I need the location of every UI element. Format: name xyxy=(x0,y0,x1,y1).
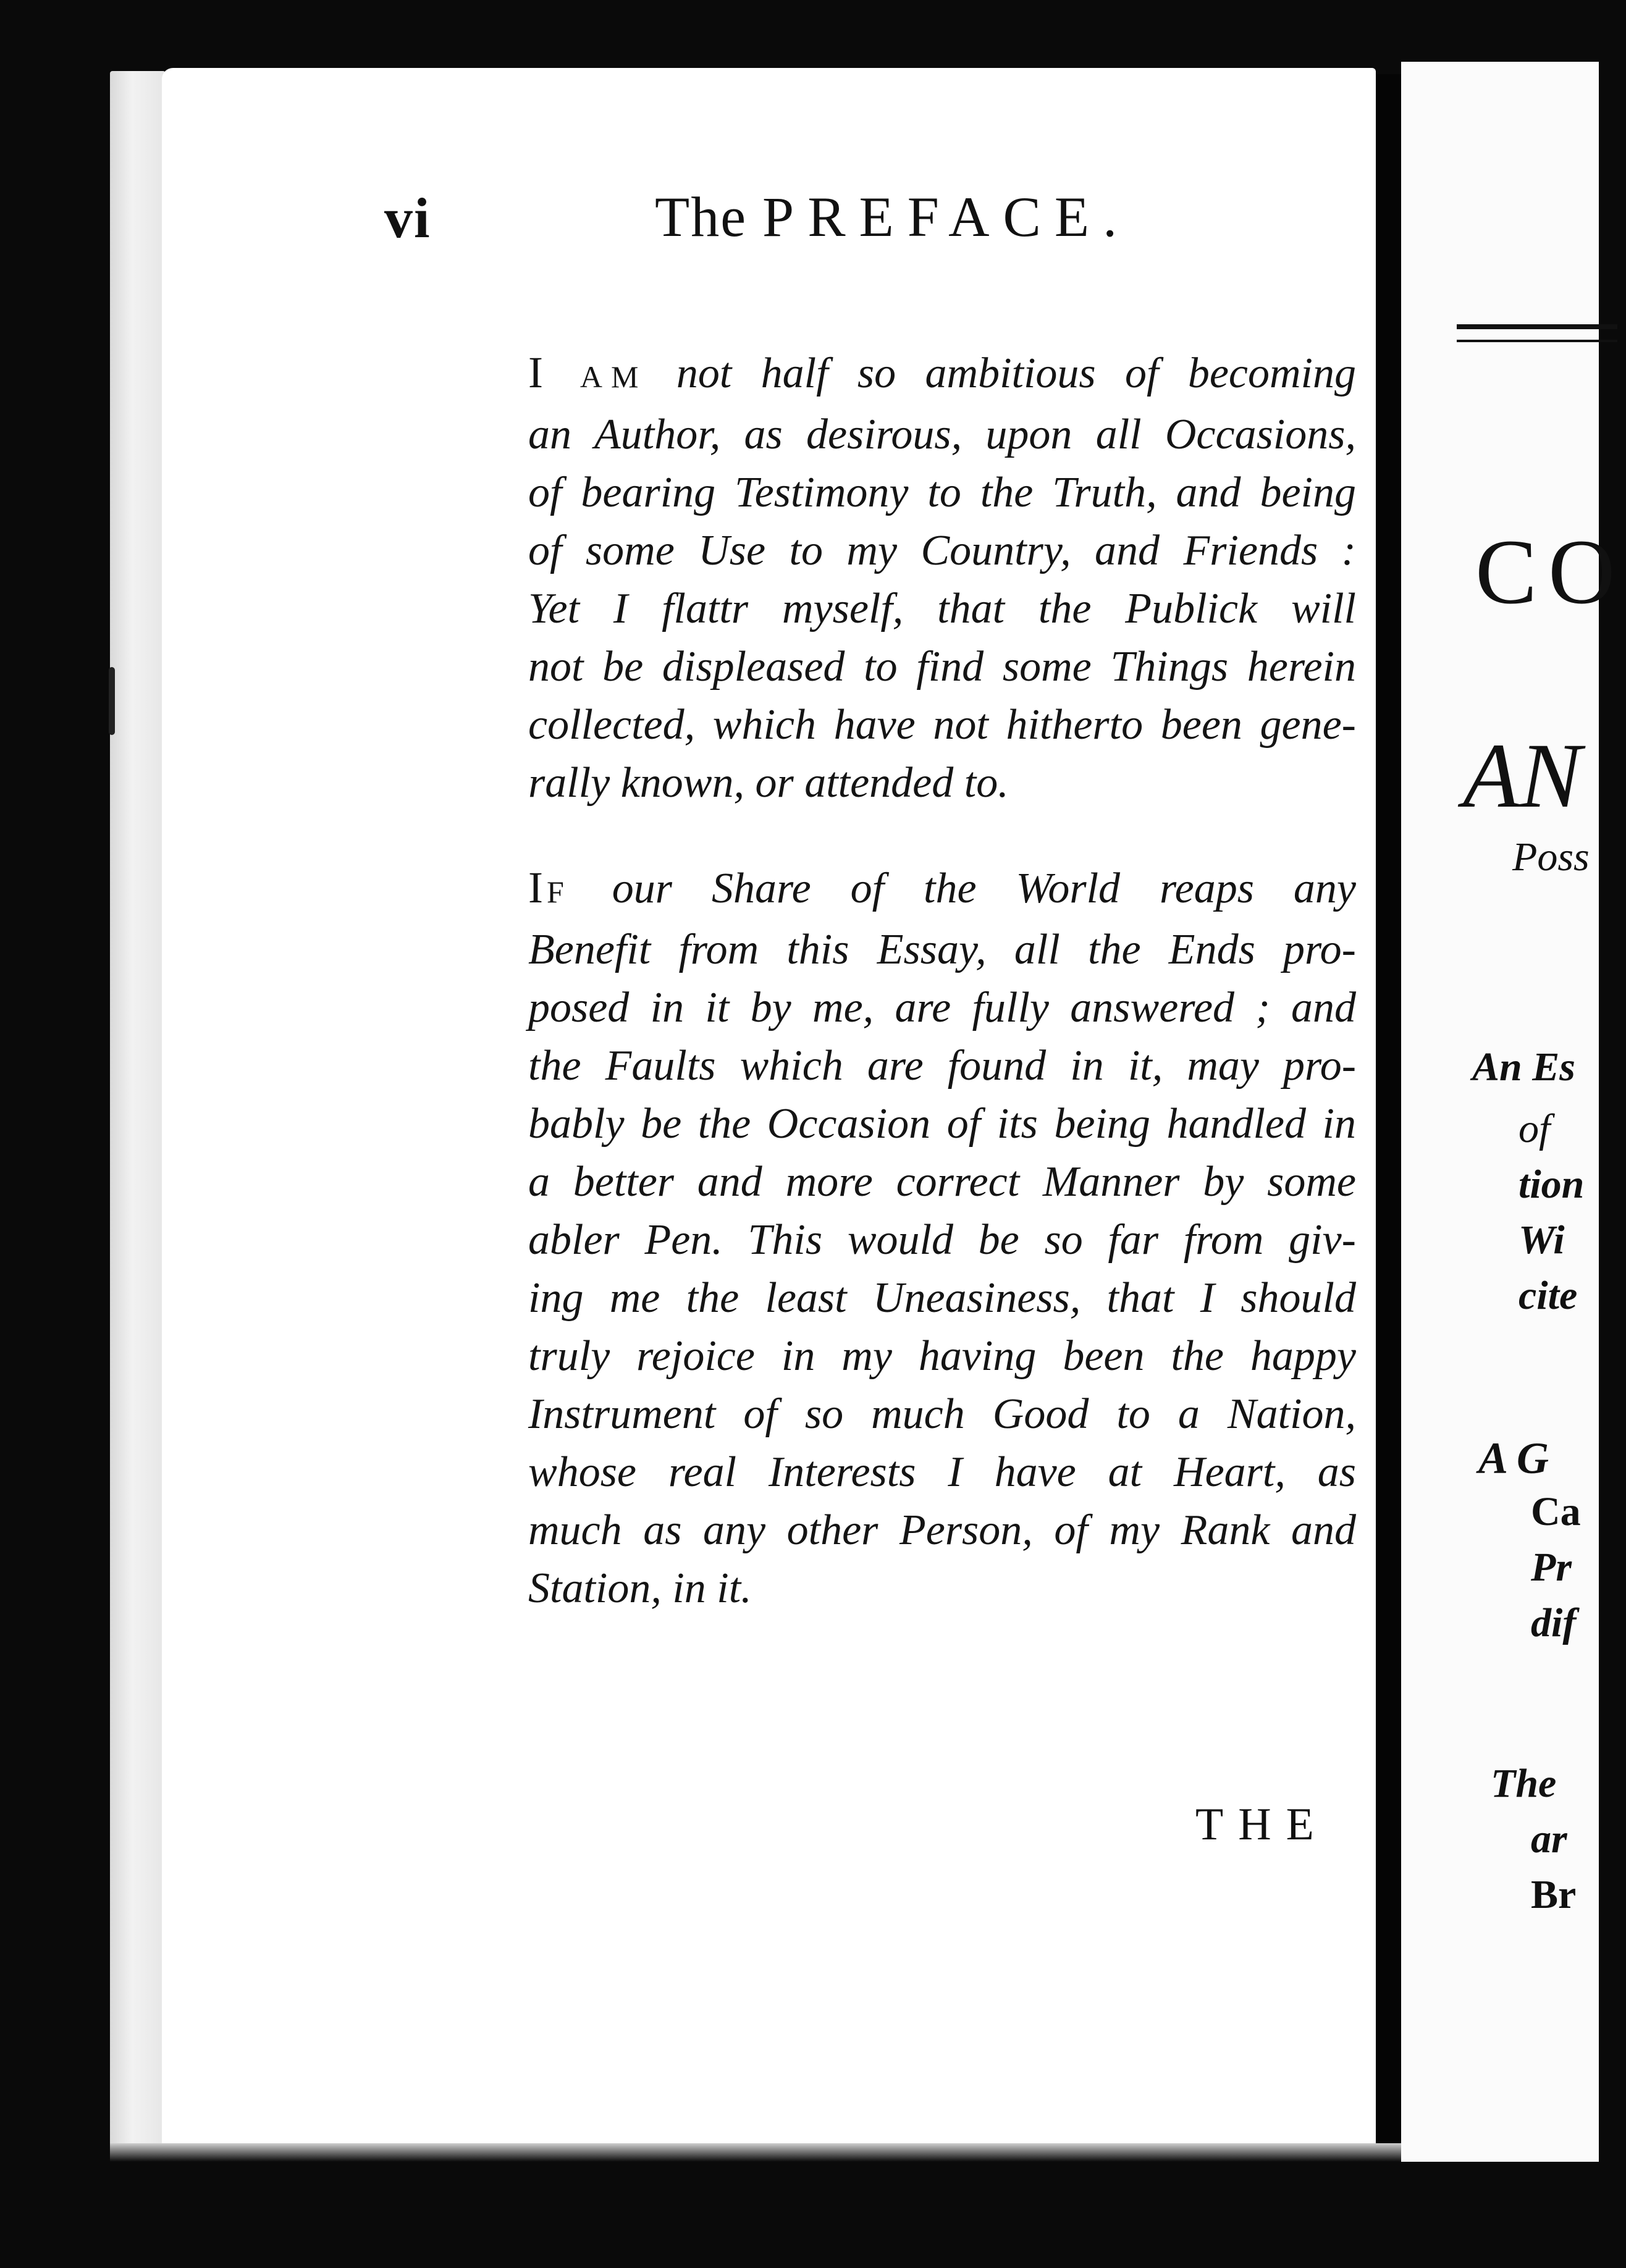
paragraph-line: bably be the Occasion of its being handled in xyxy=(528,1100,1356,1148)
facing-fragment: CO xyxy=(1475,521,1626,623)
facing-fragment: Wi xyxy=(1519,1217,1565,1262)
lead-letter: I xyxy=(528,863,547,912)
ink-smudge xyxy=(109,667,115,735)
page-edge xyxy=(110,71,166,2152)
drop-word xyxy=(528,863,573,912)
paragraph-line: of some Use to my Country, and Friends : xyxy=(528,527,1356,574)
line-text: not half so ambitious of becoming xyxy=(676,350,1356,397)
facing-fragment: cite xyxy=(1519,1273,1578,1318)
paragraph-line xyxy=(528,859,1356,921)
paragraph-line: truly rejoice in my having been the happy xyxy=(528,1332,1356,1380)
lead-smallcaps: F xyxy=(546,875,573,909)
line-text: our Share of the World reaps any xyxy=(612,865,1356,912)
paragraph-1 xyxy=(528,343,1356,812)
running-head-title: PREFACE. xyxy=(762,185,1131,248)
facing-fragment: An Es xyxy=(1472,1044,1575,1090)
facing-fragment: The xyxy=(1491,1761,1557,1806)
running-head xyxy=(655,184,1131,250)
paragraph-line: much as any other Person, of my Rank and xyxy=(528,1506,1356,1554)
book-gutter xyxy=(1376,74,1401,2162)
facing-fragment: tion xyxy=(1519,1162,1585,1207)
facing-fragment: Ca xyxy=(1531,1489,1581,1534)
paragraph-line: ing me the least Uneasiness, that I should xyxy=(528,1274,1356,1322)
paragraph-line: rally known, or attended to. xyxy=(528,759,1009,807)
paragraph-line: Station, in it. xyxy=(528,1564,752,1612)
running-head-prefix: The xyxy=(655,185,748,248)
double-rule-bottom xyxy=(1457,340,1617,342)
lead-smallcaps: AM xyxy=(579,359,647,394)
page-number: vi xyxy=(384,187,431,250)
paragraph-line xyxy=(528,343,1356,406)
facing-fragment: dif xyxy=(1531,1600,1577,1645)
paragraph-2 xyxy=(528,859,1356,1618)
paragraph-line: not be displeased to find some Things herein xyxy=(528,643,1356,691)
facing-fragment: A G xyxy=(1478,1434,1549,1483)
catchword: THE xyxy=(1195,1799,1329,1850)
facing-fragment: Pr xyxy=(1531,1545,1572,1590)
facing-fragment: AN xyxy=(1463,724,1582,827)
facing-fragment: Br xyxy=(1531,1872,1577,1917)
paragraph-line: the Faults which are found in it, may pro- xyxy=(528,1042,1356,1090)
paragraph-line: Instrument of so much Good to a Nation, xyxy=(528,1390,1356,1438)
lead-letter: I xyxy=(528,348,547,397)
paragraph-line: a better and more correct Manner by some xyxy=(528,1158,1356,1206)
paragraph-line: an Author, as desirous, upon all Occasions, xyxy=(528,411,1356,458)
drop-word xyxy=(528,348,647,397)
paragraph-line: of bearing Testimony to the Truth, and being xyxy=(528,469,1356,516)
paragraph-line: Yet I flattr myself, that the Publick will xyxy=(528,585,1356,632)
facing-fragment: of xyxy=(1519,1106,1551,1151)
facing-fragment: ar xyxy=(1531,1816,1567,1862)
page-bottom-shadow xyxy=(110,2143,1407,2162)
double-rule-top xyxy=(1457,324,1617,329)
paragraph-line: posed in it by me, are fully answered ; and xyxy=(528,984,1356,1031)
paragraph-line: Benefit from this Essay, all the Ends pro- xyxy=(528,926,1356,973)
paragraph-line: collected, which have not hitherto been gene- xyxy=(528,701,1356,749)
facing-page xyxy=(1401,62,1626,2162)
paragraph-line: abler Pen. This would be so far from giv- xyxy=(528,1216,1356,1264)
facing-fragment: Poss xyxy=(1512,834,1590,880)
paragraph-line: whose real Interests I have at Heart, as xyxy=(528,1448,1356,1496)
